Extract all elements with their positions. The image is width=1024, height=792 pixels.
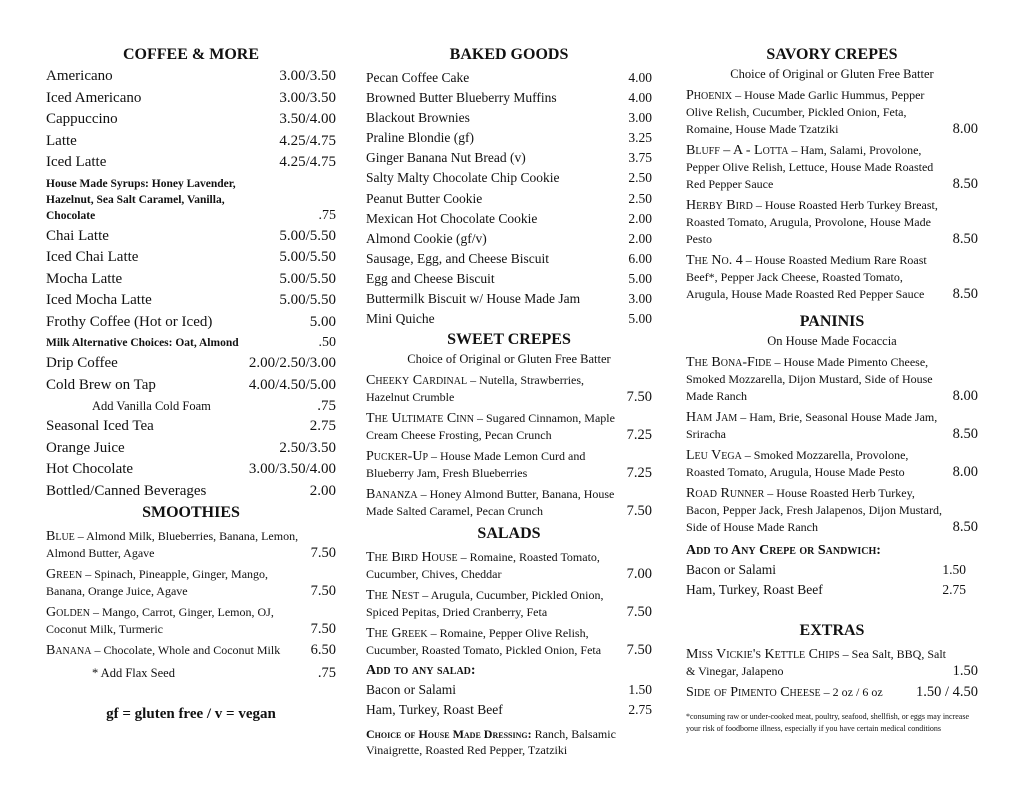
item-name: Pecan Coffee Cake xyxy=(366,70,470,85)
savory-heading: SAVORY CREPES xyxy=(766,46,898,63)
menu-item xyxy=(366,486,652,520)
item-price: 4.00 xyxy=(628,70,652,85)
baked-heading: BAKED GOODS xyxy=(449,46,569,63)
menu-item xyxy=(366,410,652,444)
menu-item xyxy=(366,448,652,482)
item-description: Chocolate, Whole and Coconut Milk xyxy=(103,643,281,657)
item-price: 2.50 xyxy=(628,170,652,186)
item-name: Mini Quiche xyxy=(366,311,435,327)
item-description: Ham, Brie, Seasonal House Made Jam, Sriracha xyxy=(686,410,938,441)
item-description: Smoked Mozzarella, Provolone, Roasted Tomato, Arugula, House Made Pesto xyxy=(686,448,909,479)
menu-item xyxy=(46,604,336,638)
salads-list xyxy=(366,549,652,659)
menu-item xyxy=(366,148,652,168)
item-price: 3.00/3.50 xyxy=(279,68,336,84)
item-price: 7.50 xyxy=(626,503,652,520)
menu-item xyxy=(46,375,336,397)
item-name: Seasonal Iced Tea xyxy=(46,418,154,434)
item-name: Orange Juice xyxy=(46,439,125,456)
item-name: Mocha Latte xyxy=(46,270,123,287)
dash-separator: – xyxy=(820,685,833,700)
menu-item xyxy=(686,684,978,701)
menu-item xyxy=(46,528,336,562)
item-name: The Bird House xyxy=(366,550,458,566)
item-name: Cold Brew on Tap xyxy=(46,376,156,393)
menu-item xyxy=(366,309,652,329)
item-price: 5.00 xyxy=(309,313,336,330)
item-description: Honey Almond Butter, Banana, House Made Salted Caramel, Pecan Crunch xyxy=(366,487,615,519)
menu-item xyxy=(366,549,652,583)
item-name: Side of Pimento Cheese xyxy=(686,685,821,701)
item-price: 5.00/5.50 xyxy=(279,249,336,265)
menu-item xyxy=(46,353,336,375)
menu-item xyxy=(46,247,336,269)
item-name: Bacon or Salami xyxy=(366,682,456,698)
dash-separator: – xyxy=(732,88,745,102)
savory-subtitle: Choice of Original or Gluten Free Batter xyxy=(730,67,934,81)
menu-item xyxy=(686,409,978,443)
item-name: Almond Cookie (gf/v) xyxy=(366,230,487,246)
sweet-subtitle: Choice of Original or Gluten Free Batter xyxy=(407,352,611,367)
item-text xyxy=(686,252,947,303)
item-price: 7.50 xyxy=(626,389,652,406)
dash-separator: – xyxy=(742,253,755,267)
item-name: Egg and Cheese Biscuit xyxy=(366,270,495,286)
item-text xyxy=(46,566,305,600)
item-name: Ham, Turkey, Roast Beef xyxy=(686,582,823,598)
menu-item xyxy=(686,447,978,481)
item-name: Cappuccino xyxy=(46,111,118,127)
item-price: 8.50 xyxy=(952,286,978,302)
item-description: Romaine, Pepper Olive Relish, Cucumber, Roasted Tomato, Pickled Onion, Feta xyxy=(366,626,602,658)
item-name: Leu Vega xyxy=(686,448,742,463)
dash-separator: – xyxy=(457,550,470,565)
coffee-heading: COFFEE & MORE xyxy=(123,46,259,63)
menu-item xyxy=(366,625,652,659)
dash-separator: – xyxy=(427,626,440,641)
item-price: 2.75 xyxy=(942,582,966,598)
item-name: The Greek xyxy=(366,626,428,642)
item-text xyxy=(46,642,305,659)
item-text xyxy=(366,410,621,444)
item-price: 4.00 xyxy=(628,90,652,106)
item-description: Sea Salt, BBQ, Salt & Vinegar, Jalapeno xyxy=(686,647,947,679)
item-price: 3.00/3.50/4.00 xyxy=(248,461,336,477)
item-price: 6.50 xyxy=(310,642,336,658)
item-name: Green xyxy=(46,567,83,582)
coffee-list-b xyxy=(46,226,336,334)
item-text xyxy=(686,197,947,248)
item-price: 2.00/2.50/3.00 xyxy=(248,355,336,371)
foam-price: .75 xyxy=(317,398,336,414)
menu-item xyxy=(46,269,336,291)
item-price: 3.75 xyxy=(628,150,652,166)
item-name: Mexican Hot Chocolate Cookie xyxy=(366,210,538,226)
item-price: 2.00 xyxy=(628,210,652,226)
menu-item xyxy=(686,485,978,536)
sweet-heading: SWEET CREPES xyxy=(447,331,571,349)
menu-item xyxy=(686,646,978,680)
menu-item xyxy=(46,131,336,153)
item-name: Ham Jam xyxy=(686,410,738,425)
item-description: Nutella, Strawberries, Hazelnut Crumble xyxy=(366,373,585,405)
item-price: 2.50 xyxy=(628,190,652,206)
item-description: Ham, Salami, Provolone, Pepper Olive Relish, Lettuce, House Made Roasted Red Pepper Sauce xyxy=(686,143,934,191)
salad-add-heading: Add to any salad: xyxy=(366,663,476,679)
item-description: House Made Lemon Curd and Blueberry Jam, Fresh Blueberries xyxy=(366,449,586,481)
milk-text: Milk Alternative Choices: Oat, Almond xyxy=(46,337,239,349)
milk-price: .50 xyxy=(318,335,336,350)
menu-item xyxy=(46,566,336,600)
item-text xyxy=(366,486,621,520)
coffee-list-c xyxy=(46,353,336,396)
item-description: House Made Pimento Cheese, Smoked Mozzarella, Dijon Mustard, Side of House Made Ranch xyxy=(686,355,933,403)
item-price: 4.00/4.50/5.00 xyxy=(248,376,336,393)
item-price: 7.50 xyxy=(310,545,336,561)
item-description: House Made Garlic Hummus, Pepper Olive Relish, Cucumber, Pickled Onion, Feta, Romaine, House Made Tzatziki xyxy=(686,88,925,136)
menu-item xyxy=(46,109,336,131)
item-name: Iced Mocha Latte xyxy=(46,292,152,308)
item-name: Bacon or Salami xyxy=(686,562,776,577)
item-price: 1.50 xyxy=(952,663,978,680)
item-name: Browned Butter Blueberry Muffins xyxy=(366,90,557,106)
item-name: Miss Vickie's Kettle Chips xyxy=(686,647,840,663)
menu-item xyxy=(686,252,978,303)
item-name: Hot Chocolate xyxy=(46,461,134,477)
item-price: 4.25/4.75 xyxy=(279,154,336,170)
item-name: Americano xyxy=(46,68,113,84)
menu-item xyxy=(366,700,652,720)
item-price: 3.50/4.00 xyxy=(279,111,336,127)
dash-separator: – xyxy=(473,411,486,426)
item-text xyxy=(686,142,947,193)
item-description: House Roasted Herb Turkey, Bacon, Pepper Jack, Fresh Jalapenos, Dijon Mustard, Side of House Made Ranch xyxy=(686,486,942,534)
foam-text: Add Vanilla Cold Foam xyxy=(92,399,211,413)
flax-text: * Add Flax Seed xyxy=(92,666,175,680)
coffee-list-d xyxy=(46,416,336,502)
menu-item xyxy=(686,560,966,580)
item-name: Latte xyxy=(46,132,77,149)
item-text xyxy=(366,448,621,482)
dash-separator: – xyxy=(737,410,750,424)
food-safety-disclaimer: *consuming raw or under-cooked meat, poultry, seafood, shellfish, or eggs may increase your risk of foodborne illness, especially if you have certain medical conditions xyxy=(686,712,970,734)
menu-item xyxy=(366,88,652,108)
item-name: Drip Coffee xyxy=(46,355,118,371)
item-text xyxy=(46,528,305,562)
foam-row xyxy=(46,396,336,416)
item-price: 3.25 xyxy=(628,130,652,146)
item-name: Herby Bird xyxy=(686,198,753,213)
item-name: Ginger Banana Nut Bread (v) xyxy=(366,150,526,166)
item-text xyxy=(366,587,621,621)
dash-separator: – xyxy=(417,487,430,502)
dressing-label: Choice of House Made Dressing: xyxy=(366,727,532,742)
sandwich-add-heading: Add to Any Crepe or Sandwich: xyxy=(686,543,881,558)
item-price: 2.75 xyxy=(309,418,336,434)
item-description: House Roasted Herb Turkey Breast, Roasted Tomato, Arugula, Provolone, House Made Pesto xyxy=(686,198,938,246)
item-description: Almond Milk, Blueberries, Banana, Lemon, Almond Butter, Agave xyxy=(46,529,299,560)
savory-column xyxy=(686,44,978,735)
menu-item xyxy=(686,87,978,138)
menu-item xyxy=(366,680,652,700)
dash-separator: – xyxy=(82,567,95,581)
coffee-list-a xyxy=(46,66,336,174)
item-price: 2.00 xyxy=(628,230,652,246)
sweet-list xyxy=(366,372,652,520)
menu-item xyxy=(686,197,978,248)
sandwich-add-list xyxy=(686,560,966,600)
item-name: Iced Latte xyxy=(46,154,107,170)
item-name: The No. 4 xyxy=(686,253,743,268)
item-price: 2.50/3.50 xyxy=(279,439,336,456)
menu-item xyxy=(366,587,652,621)
menu-item xyxy=(46,438,336,460)
dash-separator: – xyxy=(764,486,777,500)
item-name: Blue xyxy=(46,529,75,544)
item-description: 2 oz / 6 oz xyxy=(832,685,883,700)
item-price: 5.00/5.50 xyxy=(279,292,336,308)
item-price: 7.50 xyxy=(310,621,336,637)
dash-separator: – xyxy=(467,373,480,388)
item-name: Golden xyxy=(46,605,90,620)
item-price: 8.00 xyxy=(952,464,978,480)
dash-separator: – xyxy=(74,529,87,543)
menu-item xyxy=(686,580,966,600)
item-description: Arugula, Cucumber, Pickled Onion, Spiced Pepitas, Dried Cranberry, Feta xyxy=(366,588,604,620)
dash-separator: – xyxy=(752,198,765,212)
item-price: 8.00 xyxy=(952,388,978,404)
coffee-column xyxy=(46,44,336,723)
item-price: 8.50 xyxy=(952,519,978,535)
item-name: Salty Malty Chocolate Chip Cookie xyxy=(366,170,560,186)
flax-price: .75 xyxy=(317,665,336,681)
item-name: Buttermilk Biscuit w/ House Made Jam xyxy=(366,291,581,307)
item-name: Bluff – A - Lotta xyxy=(686,143,789,158)
menu-item xyxy=(366,269,652,289)
item-name: Ham, Turkey, Roast Beef xyxy=(366,702,503,718)
baked-list xyxy=(366,68,652,329)
item-name: Chai Latte xyxy=(46,227,109,244)
menu-item xyxy=(686,142,978,193)
menu-item xyxy=(46,290,336,312)
item-text xyxy=(686,87,947,138)
item-name: Iced Americano xyxy=(46,89,142,106)
item-name: Iced Chai Latte xyxy=(46,249,139,265)
item-price: 5.00 xyxy=(628,270,652,286)
dash-separator: – xyxy=(419,588,431,603)
milk-note xyxy=(46,335,336,351)
menu-item xyxy=(366,189,652,209)
smoothies-heading: SMOOTHIES xyxy=(142,504,240,521)
item-text xyxy=(686,485,947,536)
menu-item xyxy=(46,226,336,248)
item-name: Bottled/Canned Beverages xyxy=(46,482,207,499)
item-price: 7.50 xyxy=(310,583,336,599)
item-name: Pucker-Up xyxy=(366,449,429,465)
item-name: Blackout Brownies xyxy=(366,110,470,126)
menu-item xyxy=(46,459,336,481)
item-text xyxy=(46,604,305,638)
item-price: 3.00/3.50 xyxy=(279,89,336,106)
item-price: 6.00 xyxy=(628,250,652,266)
dash-separator: – xyxy=(788,143,801,157)
item-price: 7.00 xyxy=(626,566,652,583)
syrups-text: House Made Syrups: Honey Lavender, Hazelnut, Sea Salt Caramel, Vanilla, Chocolate xyxy=(46,177,236,222)
item-name: Phoenix xyxy=(686,88,733,103)
item-text xyxy=(686,684,910,701)
menu-item xyxy=(366,289,652,309)
item-text xyxy=(686,354,947,405)
menu-item xyxy=(46,642,336,659)
menu-item xyxy=(366,249,652,269)
menu-item xyxy=(686,354,978,405)
item-description: House Roasted Medium Rare Roast Beef*, Pepper Jack Cheese, Roasted Tomato, Arugula, House Made Roasted Red Pepper Sauce xyxy=(686,253,927,301)
menu-item xyxy=(366,372,652,406)
item-price: 8.50 xyxy=(952,426,978,442)
item-price: 4.25/4.75 xyxy=(279,132,336,149)
item-price: 8.50 xyxy=(952,231,978,247)
item-text xyxy=(366,372,621,406)
dash-separator: – xyxy=(90,605,102,619)
item-price: 7.50 xyxy=(626,604,652,621)
item-price: 5.00 xyxy=(628,311,652,327)
item-description: Spinach, Pineapple, Ginger, Mango, Banana, Orange Juice, Agave xyxy=(46,567,269,598)
item-text xyxy=(686,646,947,680)
smoothies-list xyxy=(46,528,336,659)
item-price: 1.50 xyxy=(942,562,966,577)
syrups-price: .75 xyxy=(318,207,336,223)
menu-item xyxy=(366,168,652,188)
item-description: Mango, Carrot, Ginger, Lemon, OJ, Coconut Milk, Turmeric xyxy=(46,605,274,636)
savory-list xyxy=(686,87,978,303)
item-price: 7.25 xyxy=(626,427,652,444)
salad-add-list xyxy=(366,680,652,720)
menu-item xyxy=(366,128,652,148)
item-price: 1.50 / 4.50 xyxy=(915,684,978,701)
menu-item xyxy=(366,229,652,249)
item-price: 5.00/5.50 xyxy=(279,227,336,244)
item-name: The Nest xyxy=(366,588,420,604)
paninis-list xyxy=(686,354,978,536)
menu-item xyxy=(46,88,336,110)
item-name: Cheeky Cardinal xyxy=(366,373,468,389)
menu-item xyxy=(46,66,336,88)
item-name: Sausage, Egg, and Cheese Biscuit xyxy=(366,250,549,266)
dietary-legend: gf = gluten free / v = vegan xyxy=(106,706,276,722)
menu-item xyxy=(46,481,336,503)
dash-separator: – xyxy=(428,449,441,464)
item-name: The Ultimate Cinn xyxy=(366,411,474,427)
item-name: Bananza xyxy=(366,487,418,503)
menu-item xyxy=(366,68,652,88)
item-text xyxy=(366,625,621,659)
item-price: 3.00 xyxy=(628,291,652,307)
item-price: 7.50 xyxy=(626,642,652,659)
dash-separator: – xyxy=(839,647,852,662)
paninis-subtitle: On House Made Focaccia xyxy=(767,334,897,348)
menu-item xyxy=(366,209,652,229)
item-price: 7.25 xyxy=(626,465,652,482)
flax-row xyxy=(46,662,336,684)
menu-item xyxy=(46,312,336,334)
item-name: Praline Blondie (gf) xyxy=(366,130,474,146)
item-text xyxy=(686,409,947,443)
baked-column xyxy=(366,44,652,758)
paninis-heading: PANINIS xyxy=(799,313,865,330)
item-price: 8.00 xyxy=(952,121,978,137)
item-name: Road Runner xyxy=(686,486,765,501)
item-price: 1.50 xyxy=(628,682,652,698)
item-price: 8.50 xyxy=(952,176,978,192)
item-description: Romaine, Roasted Tomato, Cucumber, Chives, Cheddar xyxy=(366,550,600,582)
item-price: 2.75 xyxy=(628,702,652,718)
dash-separator: – xyxy=(741,448,754,462)
item-name: The Bona-Fide xyxy=(686,355,772,370)
item-text xyxy=(366,549,621,583)
item-name: Frothy Coffee (Hot or Iced) xyxy=(46,313,213,330)
dressing-text: Ranch, Balsamic Vinaigrette, Roasted Red Pepper, Tzatziki xyxy=(366,727,616,758)
menu-item xyxy=(46,416,336,438)
extras-list xyxy=(686,646,978,701)
salads-heading: SALADS xyxy=(477,525,541,543)
dash-separator: – xyxy=(771,355,784,369)
menu-item xyxy=(46,152,336,174)
dash-separator: – xyxy=(91,643,104,657)
item-description: Sugared Cinnamon, Maple Cream Cheese Frosting, Pecan Crunch xyxy=(366,411,615,443)
item-price: 3.00 xyxy=(628,110,652,126)
item-price: 5.00/5.50 xyxy=(279,270,336,287)
extras-heading: EXTRAS xyxy=(799,622,865,640)
item-text xyxy=(686,447,947,481)
item-price: 2.00 xyxy=(309,482,336,499)
item-name: Peanut Butter Cookie xyxy=(366,190,483,206)
item-name: Banana xyxy=(46,643,92,658)
syrups-note xyxy=(46,176,336,224)
menu-item xyxy=(366,108,652,128)
dressing-note xyxy=(366,726,652,758)
